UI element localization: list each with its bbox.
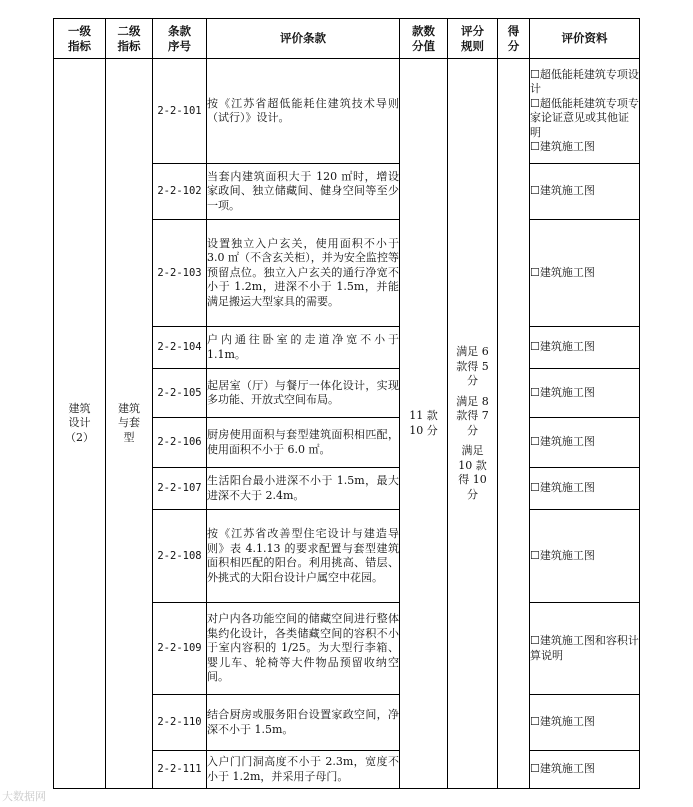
material-cell: ☐建筑施工图 bbox=[530, 369, 640, 418]
clause-text: 按《江苏省超低能耗住建筑技术导则（试行）》设计。 bbox=[207, 59, 400, 164]
material-cell: ☐建筑施工图 bbox=[530, 751, 640, 789]
clause-code: 2-2-111 bbox=[153, 751, 207, 789]
clause-text: 对户内各功能空间的储藏空间进行整体集约化设计，各类储藏空间的容积不小于室内容积的 1/25。为大型行李箱、婴儿车、轮椅等大件物品预留收纳空间。 bbox=[207, 603, 400, 695]
clause-text: 生活阳台最小进深不小于 1.5m，最大进深不大于 2.4m。 bbox=[207, 468, 400, 510]
clause-code: 2-2-103 bbox=[153, 220, 207, 327]
header-clause: 评价条款 bbox=[207, 19, 400, 59]
material-cell: ☐超低能耗建筑专项设计 ☐超低能耗建筑专项专家论证意见或其他证明 ☐建筑施工图 bbox=[530, 59, 640, 164]
scoring-rule: 满足 10 款 得 10 分 bbox=[458, 444, 487, 501]
clause-code: 2-2-108 bbox=[153, 510, 207, 603]
level1-cell: 建筑 设计 （2） bbox=[54, 59, 106, 789]
material-cell: ☐建筑施工图 bbox=[530, 327, 640, 369]
material-cell: ☐建筑施工图 bbox=[530, 220, 640, 327]
clause-text: 户内通往卧室的走道净宽不小于 1.1m。 bbox=[207, 327, 400, 369]
clause-code: 2-2-105 bbox=[153, 369, 207, 418]
scoring-rule: 满足 6 款得 5 分 bbox=[456, 345, 489, 387]
score-value-cell: 11 款 10 分 bbox=[400, 59, 448, 789]
header-material: 评价资料 bbox=[530, 19, 640, 59]
material-cell: ☐建筑施工图和容积计算说明 bbox=[530, 603, 640, 695]
table-row bbox=[54, 59, 640, 164]
clause-text: 按《江苏省改善型住宅设计与建造导则》表 4.1.13 的要求配置与套型建筑面积相匹配的阳台。利用挑高、错层、外挑式的大阳台设计户属空中花园。 bbox=[207, 510, 400, 603]
score-got-cell[interactable] bbox=[498, 59, 530, 789]
material-cell: ☐建筑施工图 bbox=[530, 418, 640, 468]
clause-text: 起居室（厅）与餐厅一体化设计，实现多功能、开放式空间布局。 bbox=[207, 369, 400, 418]
clause-code: 2-2-106 bbox=[153, 418, 207, 468]
header-code: 条款 序号 bbox=[153, 19, 207, 59]
header-level2: 二级 指标 bbox=[106, 19, 153, 59]
scoring-rule-cell bbox=[448, 59, 498, 789]
clause-text: 厨房使用面积与套型建筑面积相匹配，使用面积不小于 6.0 ㎡。 bbox=[207, 418, 400, 468]
scoring-rule: 满足 8 款得 7 分 bbox=[456, 394, 489, 437]
material-cell: ☐建筑施工图 bbox=[530, 164, 640, 220]
clause-code: 2-2-109 bbox=[153, 603, 207, 695]
header-level1: 一级 指标 bbox=[54, 19, 106, 59]
clause-text: 当套内建筑面积大于 120 ㎡时，增设家政间、独立储藏间、健身空间等至少一项。 bbox=[207, 164, 400, 220]
level2-cell: 建筑 与套 型 bbox=[106, 59, 153, 789]
clause-text: 结合厨房或服务阳台设置家政空间，净深不小于 1.5m。 bbox=[207, 695, 400, 751]
evaluation-table bbox=[53, 18, 640, 789]
header-row bbox=[54, 19, 640, 59]
material-cell: ☐建筑施工图 bbox=[530, 695, 640, 751]
clause-text: 入户门门洞高度不小于 2.3m，宽度不小于 1.2m，并采用子母门。 bbox=[207, 751, 400, 789]
clause-code: 2-2-107 bbox=[153, 468, 207, 510]
clause-code: 2-2-102 bbox=[153, 164, 207, 220]
header-rule: 评分 规则 bbox=[448, 19, 498, 59]
clause-code: 2-2-104 bbox=[153, 327, 207, 369]
clause-text: 设置独立入户玄关，使用面积不小于 3.0 ㎡（不含玄关柜），并为安全监控等预留点位。独立入户玄关的通行净宽不小于 1.2m，进深不小于 1.5m，并能满足搬运大型家具的需要。 bbox=[207, 220, 400, 327]
material-cell: ☐建筑施工图 bbox=[530, 510, 640, 603]
clause-code: 2-2-101 bbox=[153, 59, 207, 164]
header-got: 得 分 bbox=[498, 19, 530, 59]
header-score: 款数 分值 bbox=[400, 19, 448, 59]
clause-code: 2-2-110 bbox=[153, 695, 207, 751]
watermark: 大数据网 bbox=[2, 790, 46, 803]
material-cell: ☐建筑施工图 bbox=[530, 468, 640, 510]
